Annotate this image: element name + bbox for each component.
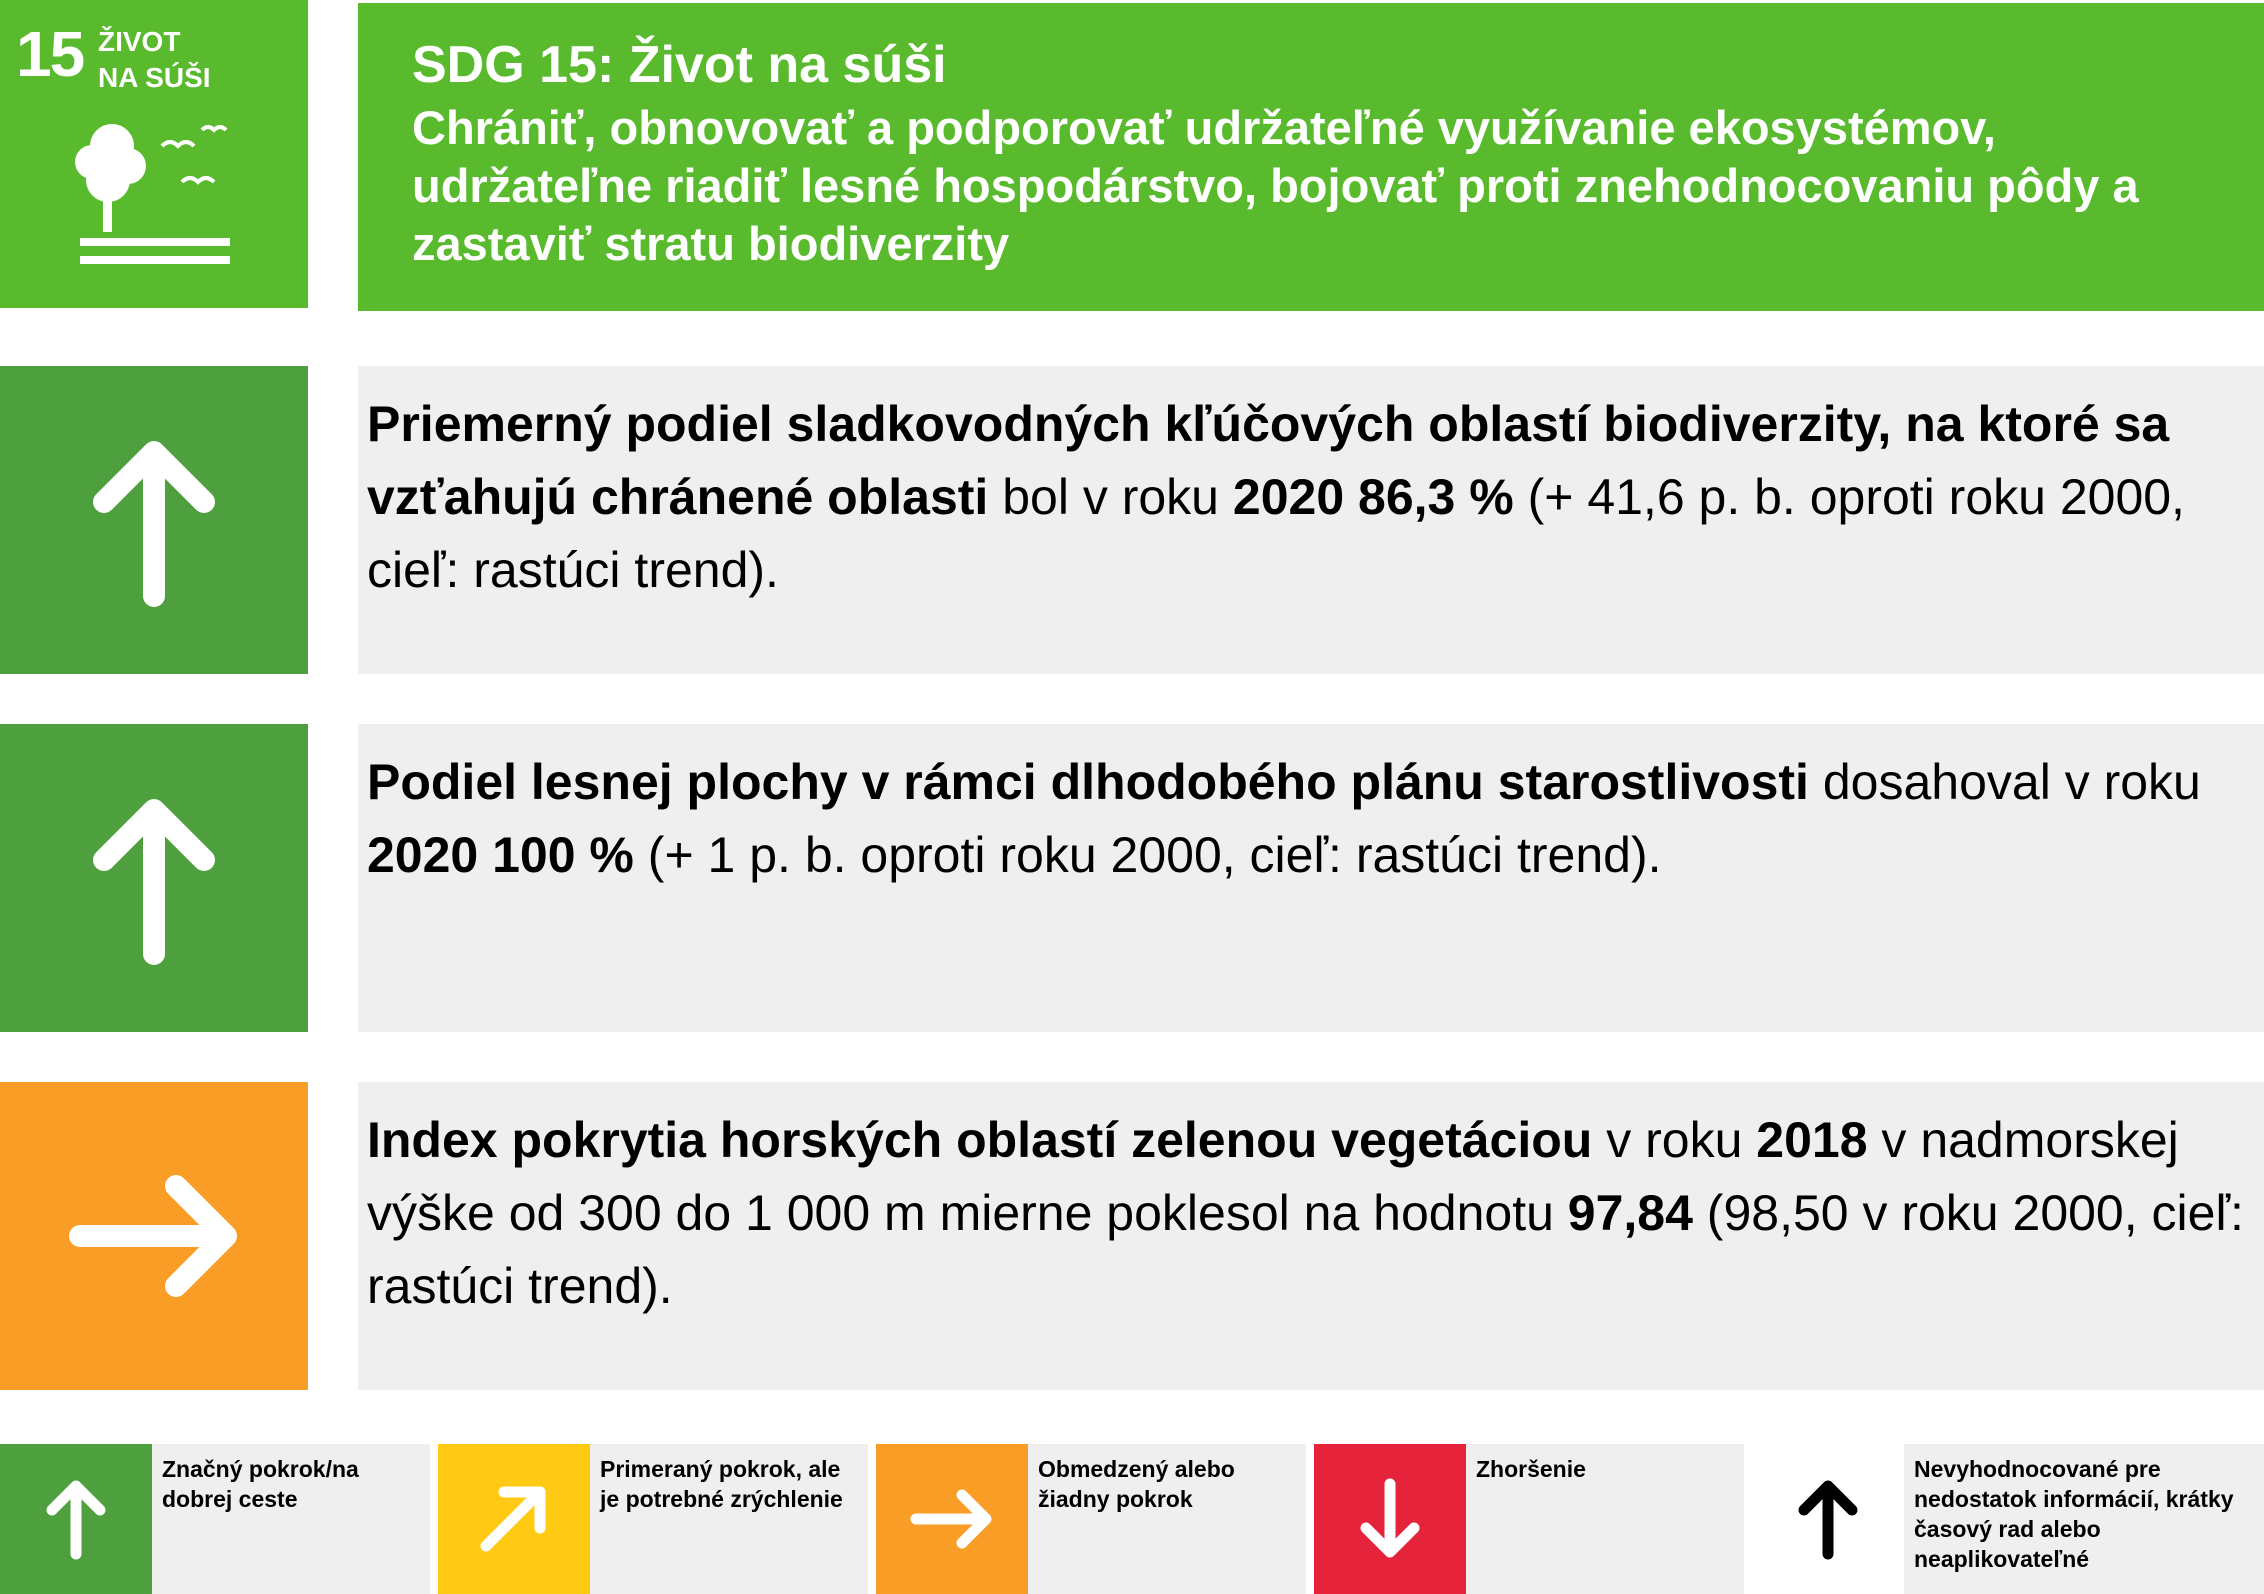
arrow-up-right-icon [438, 1444, 590, 1594]
indicator-2-title: Podiel lesnej plochy v rámci dlhodobého plánu starostlivosti [367, 754, 1809, 810]
legend-deterioration-tile [1314, 1444, 1466, 1594]
sdg-logo-label-line2: NA SÚŠI [98, 62, 211, 93]
indicator-3-text-part: v nadmorskej výške od 300 do 1 000 m mierne poklesol na hodnotu [367, 1112, 2179, 1241]
legend-moderate-progress-tile [438, 1444, 590, 1594]
indicator-1-text-part: (+ 41,6 p. b. oproti roku 2000, cieľ: rastúci trend). [367, 469, 2185, 598]
indicator-3-text-part: v roku [1592, 1112, 1757, 1168]
sdg-logo-label [98, 24, 298, 96]
legend-moderate-progress-label: Primeraný pokrok, ale je potrebné zrýchlenie [590, 1444, 868, 1594]
sdg-15-logo [0, 0, 308, 308]
page-subtitle: Chrániť, obnovovať a podporovať udržateľné využívanie ekosystémov, udržateľne riadiť lesné hospodárstvo, bojovať proti znehodnocovaniu pôdy a zastaviť stratu biodiverzity [412, 101, 2139, 270]
legend-limited-progress-label: Obmedzený alebo žiadny pokrok [1028, 1444, 1306, 1594]
arrow-right-icon [0, 1082, 308, 1390]
indicator-1-text [367, 388, 2254, 607]
sdg-logo-label-line1: ŽIVOT [98, 26, 181, 57]
arrow-down-icon [1314, 1444, 1466, 1594]
indicator-2-text [367, 746, 2254, 892]
indicator-3-title: Index pokrytia horských oblastí zelenou vegetáciou [367, 1112, 1593, 1168]
indicator-3-text-part: (98,50 v roku 2000, cieľ: rastúci trend). [367, 1185, 2244, 1314]
indicator-2-trend-tile [0, 724, 308, 1032]
arrow-right-icon [876, 1444, 1028, 1594]
page-title: SDG 15: Život na súši [412, 36, 947, 94]
indicator-3-text-box [358, 1082, 2264, 1390]
indicator-1-title: Priemerný podiel sladkovodných kľúčových oblastí biodiverzity, na ktoré sa vzťahujú chránené oblasti [367, 396, 2170, 525]
legend-significant-progress-label: Značný pokrok/na dobrej ceste [152, 1444, 430, 1594]
legend-limited-progress-tile [876, 1444, 1028, 1594]
indicator-3-trend-tile [0, 1082, 308, 1390]
indicator-3-text [367, 1104, 2254, 1323]
indicator-2-value: 2020 100 % [367, 827, 634, 883]
legend-significant-progress-tile [0, 1444, 152, 1594]
indicator-3-year: 2018 [1756, 1112, 1868, 1168]
arrow-up-icon [0, 1444, 152, 1594]
indicator-1-text-box [358, 366, 2264, 674]
indicator-3-value: 97,84 [1567, 1185, 1693, 1241]
sdg-header-box [358, 3, 2264, 311]
tree-and-birds-icon [70, 110, 240, 275]
indicator-1-value: 2020 86,3 % [1232, 469, 1514, 525]
legend-deterioration-label: Zhoršenie [1466, 1444, 1744, 1594]
indicator-2-text-part: (+ 1 p. b. oproti roku 2000, cieľ: rastúci trend). [633, 827, 1662, 883]
arrow-up-icon [0, 366, 308, 674]
legend-not-evaluated-label: Nevyhodnocované pre nedostatok informácií, krátky časový rad alebo neaplikovateľné [1904, 1444, 2264, 1594]
indicator-1-trend-tile [0, 366, 308, 674]
indicator-2-text-box [358, 724, 2264, 1032]
black-arrow-up-icon [1752, 1444, 1904, 1594]
arrow-up-icon [0, 724, 308, 1032]
legend-not-evaluated-tile [1752, 1444, 1904, 1594]
indicator-2-text-part: dosahoval v roku [1808, 754, 2201, 810]
sdg-logo-number: 15 [16, 18, 84, 90]
indicator-1-text-part: bol v roku [988, 469, 1233, 525]
